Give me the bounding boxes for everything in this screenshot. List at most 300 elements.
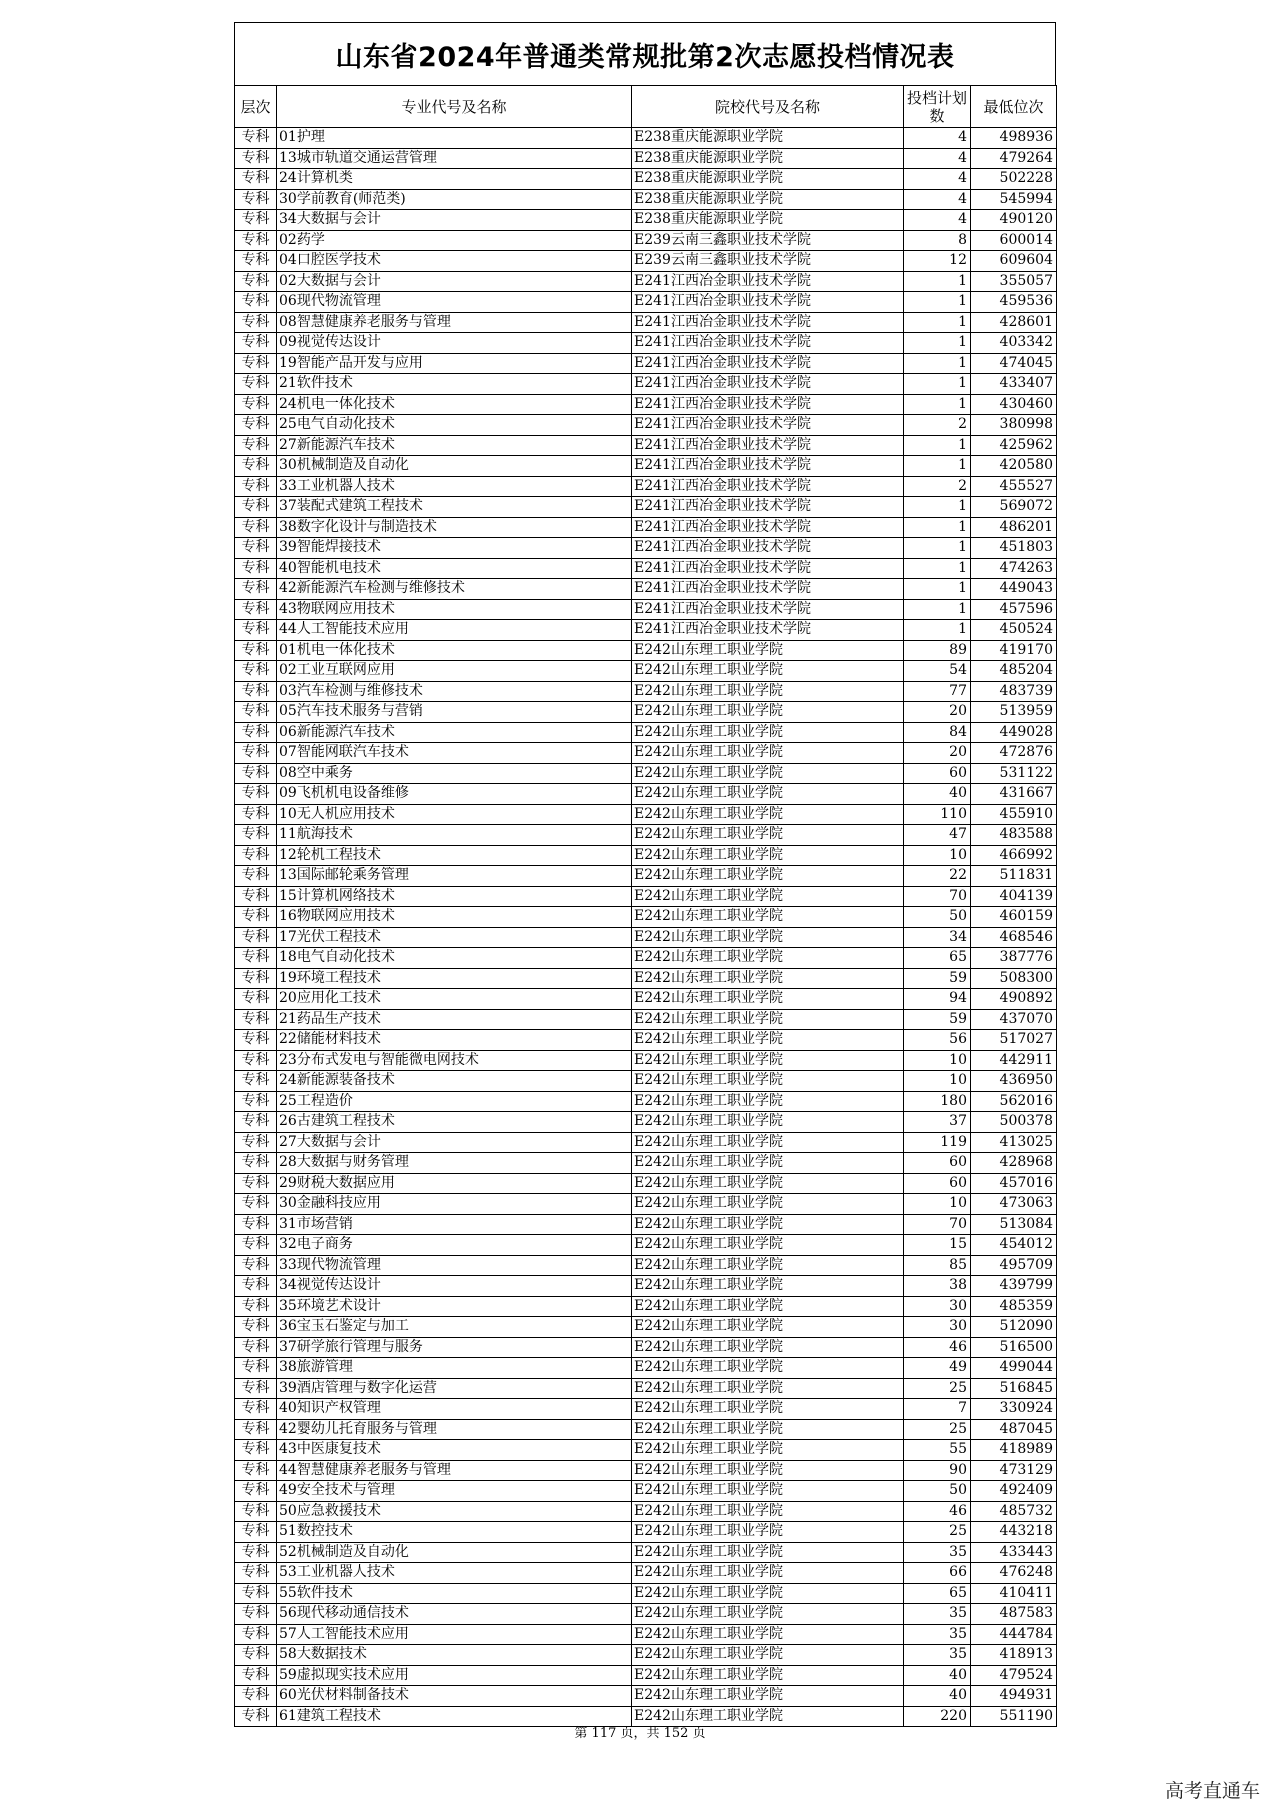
cell-level: 专科 [235, 989, 277, 1010]
table-row [235, 1440, 1057, 1461]
cell-plan: 35 [904, 1604, 971, 1625]
cell-plan: 4 [904, 189, 971, 210]
cell-major: 29财税大数据应用 [277, 1173, 632, 1194]
cell-rank: 387776 [971, 948, 1057, 969]
cell-school: E242山东理工职业学院 [632, 1378, 904, 1399]
cell-school: E242山东理工职业学院 [632, 1153, 904, 1174]
cell-school: E242山东理工职业学院 [632, 1563, 904, 1584]
cell-school: E242山东理工职业学院 [632, 1686, 904, 1707]
header-school: 院校代号及名称 [632, 86, 904, 128]
cell-major: 21药品生产技术 [277, 1009, 632, 1030]
cell-major: 43中医康复技术 [277, 1440, 632, 1461]
cell-major: 55软件技术 [277, 1583, 632, 1604]
cell-level: 专科 [235, 1604, 277, 1625]
table-row [235, 599, 1057, 620]
cell-school: E242山东理工职业学院 [632, 1645, 904, 1666]
table-row [235, 353, 1057, 374]
cell-plan: 60 [904, 1173, 971, 1194]
header-rank: 最低位次 [971, 86, 1057, 128]
cell-rank: 513084 [971, 1214, 1057, 1235]
cell-school: E242山东理工职业学院 [632, 1194, 904, 1215]
cell-major: 08智慧健康养老服务与管理 [277, 312, 632, 333]
table-row [235, 1337, 1057, 1358]
cell-rank: 513959 [971, 702, 1057, 723]
table-row [235, 1358, 1057, 1379]
header-major: 专业代号及名称 [277, 86, 632, 128]
cell-rank: 569072 [971, 497, 1057, 518]
cell-school: E241江西冶金职业技术学院 [632, 312, 904, 333]
table-row [235, 702, 1057, 723]
cell-major: 13城市轨道交通运营管理 [277, 148, 632, 169]
cell-plan: 15 [904, 1235, 971, 1256]
cell-major: 07智能网联汽车技术 [277, 743, 632, 764]
table-row [235, 415, 1057, 436]
cell-rank: 483739 [971, 681, 1057, 702]
table-row [235, 1255, 1057, 1276]
cell-level: 专科 [235, 743, 277, 764]
page-number: 第 117 页，共 152 页 [574, 1726, 706, 1741]
cell-school: E239云南三鑫职业技术学院 [632, 230, 904, 251]
table-row [235, 1399, 1057, 1420]
cell-school: E242山东理工职业学院 [632, 1542, 904, 1563]
table-row [235, 435, 1057, 456]
table-row [235, 1009, 1057, 1030]
cell-school: E242山东理工职业学院 [632, 1440, 904, 1461]
cell-school: E241江西冶金职业技术学院 [632, 271, 904, 292]
cell-major: 40智能机电技术 [277, 558, 632, 579]
cell-rank: 500378 [971, 1112, 1057, 1133]
cell-school: E242山东理工职业学院 [632, 1501, 904, 1522]
cell-level: 专科 [235, 251, 277, 272]
cell-level: 专科 [235, 1583, 277, 1604]
cell-major: 30机械制造及自动化 [277, 456, 632, 477]
cell-plan: 1 [904, 538, 971, 559]
cell-level: 专科 [235, 1112, 277, 1133]
table-row [235, 784, 1057, 805]
cell-major: 51数控技术 [277, 1522, 632, 1543]
cell-plan: 94 [904, 989, 971, 1010]
cell-school: E241江西冶金职业技术学院 [632, 476, 904, 497]
cell-level: 专科 [235, 1255, 277, 1276]
table-row [235, 394, 1057, 415]
cell-school: E242山东理工职业学院 [632, 1419, 904, 1440]
cell-major: 31市场营销 [277, 1214, 632, 1235]
table-row [235, 1604, 1057, 1625]
cell-level: 专科 [235, 1194, 277, 1215]
cell-plan: 47 [904, 825, 971, 846]
cell-rank: 485359 [971, 1296, 1057, 1317]
cell-school: E242山东理工职业学院 [632, 989, 904, 1010]
cell-rank: 419170 [971, 640, 1057, 661]
table-row [235, 251, 1057, 272]
cell-level: 专科 [235, 353, 277, 374]
cell-plan: 46 [904, 1501, 971, 1522]
cell-level: 专科 [235, 148, 277, 169]
cell-level: 专科 [235, 476, 277, 497]
table-row [235, 1378, 1057, 1399]
cell-school: E242山东理工职业学院 [632, 1255, 904, 1276]
table-row [235, 1112, 1057, 1133]
cell-rank: 428601 [971, 312, 1057, 333]
cell-plan: 4 [904, 128, 971, 149]
cell-major: 02大数据与会计 [277, 271, 632, 292]
cell-plan: 65 [904, 948, 971, 969]
cell-school: E242山东理工职业学院 [632, 702, 904, 723]
cell-plan: 10 [904, 1194, 971, 1215]
table-row [235, 128, 1057, 149]
cell-major: 05汽车技术服务与营销 [277, 702, 632, 723]
table-row [235, 1235, 1057, 1256]
cell-plan: 40 [904, 784, 971, 805]
cell-level: 专科 [235, 1153, 277, 1174]
table-row [235, 743, 1057, 764]
cell-level: 专科 [235, 230, 277, 251]
cell-major: 32电子商务 [277, 1235, 632, 1256]
cell-school: E242山东理工职业学院 [632, 927, 904, 948]
cell-rank: 473129 [971, 1460, 1057, 1481]
cell-school: E242山东理工职业学院 [632, 968, 904, 989]
cell-rank: 431667 [971, 784, 1057, 805]
cell-level: 专科 [235, 456, 277, 477]
cell-plan: 40 [904, 1686, 971, 1707]
cell-level: 专科 [235, 435, 277, 456]
cell-major: 02药学 [277, 230, 632, 251]
cell-rank: 403342 [971, 333, 1057, 354]
cell-school: E241江西冶金职业技术学院 [632, 579, 904, 600]
cell-rank: 459536 [971, 292, 1057, 313]
cell-major: 13国际邮轮乘务管理 [277, 866, 632, 887]
cell-level: 专科 [235, 1624, 277, 1645]
cell-school: E241江西冶金职业技术学院 [632, 517, 904, 538]
header-plan: 投档计划数 [904, 86, 971, 128]
cell-plan: 220 [904, 1706, 971, 1727]
cell-school: E242山东理工职业学院 [632, 825, 904, 846]
cell-plan: 10 [904, 1071, 971, 1092]
table-row [235, 1522, 1057, 1543]
table-row [235, 1050, 1057, 1071]
table-row [235, 230, 1057, 251]
cell-rank: 531122 [971, 763, 1057, 784]
cell-rank: 450524 [971, 620, 1057, 641]
table-row [235, 476, 1057, 497]
cell-major: 50应急救援技术 [277, 1501, 632, 1522]
table-row [235, 948, 1057, 969]
cell-rank: 486201 [971, 517, 1057, 538]
table-row [235, 333, 1057, 354]
cell-major: 18电气自动化技术 [277, 948, 632, 969]
cell-major: 42婴幼儿托育服务与管理 [277, 1419, 632, 1440]
table-row [235, 579, 1057, 600]
cell-level: 专科 [235, 374, 277, 395]
cell-major: 16物联网应用技术 [277, 907, 632, 928]
cell-level: 专科 [235, 681, 277, 702]
cell-school: E242山东理工职业学院 [632, 1071, 904, 1092]
cell-major: 33现代物流管理 [277, 1255, 632, 1276]
cell-major: 34视觉传达设计 [277, 1276, 632, 1297]
cell-major: 12轮机工程技术 [277, 845, 632, 866]
cell-major: 49安全技术与管理 [277, 1481, 632, 1502]
cell-level: 专科 [235, 189, 277, 210]
cell-level: 专科 [235, 1522, 277, 1543]
cell-rank: 562016 [971, 1091, 1057, 1112]
cell-major: 60光伏材料制备技术 [277, 1686, 632, 1707]
cell-plan: 55 [904, 1440, 971, 1461]
cell-school: E242山东理工职业学院 [632, 1460, 904, 1481]
cell-major: 17光伏工程技术 [277, 927, 632, 948]
cell-level: 专科 [235, 169, 277, 190]
cell-major: 36宝玉石鉴定与加工 [277, 1317, 632, 1338]
cell-level: 专科 [235, 784, 277, 805]
cell-level: 专科 [235, 804, 277, 825]
cell-level: 专科 [235, 1645, 277, 1666]
cell-level: 专科 [235, 1214, 277, 1235]
cell-major: 52机械制造及自动化 [277, 1542, 632, 1563]
cell-major: 38数字化设计与制造技术 [277, 517, 632, 538]
cell-level: 专科 [235, 1665, 277, 1686]
cell-rank: 479524 [971, 1665, 1057, 1686]
cell-major: 59虚拟现实技术应用 [277, 1665, 632, 1686]
cell-plan: 1 [904, 497, 971, 518]
cell-major: 09视觉传达设计 [277, 333, 632, 354]
table-row [235, 169, 1057, 190]
cell-level: 专科 [235, 1317, 277, 1338]
cell-major: 43物联网应用技术 [277, 599, 632, 620]
cell-rank: 418913 [971, 1645, 1057, 1666]
cell-plan: 4 [904, 210, 971, 231]
cell-rank: 490120 [971, 210, 1057, 231]
cell-level: 专科 [235, 292, 277, 313]
cell-school: E239云南三鑫职业技术学院 [632, 251, 904, 272]
cell-level: 专科 [235, 1501, 277, 1522]
cell-level: 专科 [235, 1440, 277, 1461]
cell-major: 03汽车检测与维修技术 [277, 681, 632, 702]
cell-major: 19环境工程技术 [277, 968, 632, 989]
cell-level: 专科 [235, 497, 277, 518]
cell-level: 专科 [235, 271, 277, 292]
cell-level: 专科 [235, 907, 277, 928]
cell-rank: 485732 [971, 1501, 1057, 1522]
cell-major: 44人工智能技术应用 [277, 620, 632, 641]
cell-school: E241江西冶金职业技术学院 [632, 558, 904, 579]
cell-major: 24新能源装备技术 [277, 1071, 632, 1092]
cell-school: E242山东理工职业学院 [632, 1706, 904, 1727]
cell-major: 38旅游管理 [277, 1358, 632, 1379]
cell-major: 30学前教育(师范类) [277, 189, 632, 210]
cell-level: 专科 [235, 866, 277, 887]
cell-rank: 508300 [971, 968, 1057, 989]
cell-level: 专科 [235, 1542, 277, 1563]
cell-plan: 119 [904, 1132, 971, 1153]
table-row [235, 1686, 1057, 1707]
cell-school: E241江西冶金职业技术学院 [632, 497, 904, 518]
cell-level: 专科 [235, 661, 277, 682]
table-row [235, 1460, 1057, 1481]
table-row [235, 538, 1057, 559]
cell-rank: 511831 [971, 866, 1057, 887]
table-row [235, 1481, 1057, 1502]
cell-school: E242山东理工职业学院 [632, 1235, 904, 1256]
cell-plan: 1 [904, 292, 971, 313]
cell-rank: 449043 [971, 579, 1057, 600]
cell-level: 专科 [235, 1132, 277, 1153]
cell-plan: 10 [904, 1050, 971, 1071]
cell-level: 专科 [235, 1009, 277, 1030]
cell-level: 专科 [235, 538, 277, 559]
cell-rank: 472876 [971, 743, 1057, 764]
cell-rank: 413025 [971, 1132, 1057, 1153]
cell-plan: 1 [904, 333, 971, 354]
cell-rank: 436950 [971, 1071, 1057, 1092]
cell-plan: 54 [904, 661, 971, 682]
cell-major: 44智慧健康养老服务与管理 [277, 1460, 632, 1481]
cell-major: 33工业机器人技术 [277, 476, 632, 497]
table-row [235, 1542, 1057, 1563]
cell-plan: 1 [904, 599, 971, 620]
cell-school: E241江西冶金职业技术学院 [632, 333, 904, 354]
cell-plan: 25 [904, 1378, 971, 1399]
cell-rank: 380998 [971, 415, 1057, 436]
table-row [235, 1132, 1057, 1153]
cell-level: 专科 [235, 333, 277, 354]
table-row [235, 620, 1057, 641]
cell-level: 专科 [235, 1296, 277, 1317]
cell-school: E242山东理工职业学院 [632, 907, 904, 928]
cell-plan: 1 [904, 558, 971, 579]
table-row [235, 1030, 1057, 1051]
cell-major: 27大数据与会计 [277, 1132, 632, 1153]
cell-school: E242山东理工职业学院 [632, 722, 904, 743]
cell-level: 专科 [235, 1071, 277, 1092]
table-row [235, 1645, 1057, 1666]
cell-major: 35环境艺术设计 [277, 1296, 632, 1317]
table-row [235, 681, 1057, 702]
cell-plan: 35 [904, 1624, 971, 1645]
cell-rank: 502228 [971, 169, 1057, 190]
cell-school: E242山东理工职业学院 [632, 948, 904, 969]
table-row [235, 148, 1057, 169]
cell-rank: 487583 [971, 1604, 1057, 1625]
cell-level: 专科 [235, 394, 277, 415]
cell-rank: 449028 [971, 722, 1057, 743]
table-row [235, 1419, 1057, 1440]
cell-school: E242山东理工职业学院 [632, 804, 904, 825]
cell-school: E238重庆能源职业学院 [632, 189, 904, 210]
cell-rank: 454012 [971, 1235, 1057, 1256]
cell-major: 11航海技术 [277, 825, 632, 846]
table-row [235, 497, 1057, 518]
cell-plan: 4 [904, 169, 971, 190]
cell-school: E242山东理工职业学院 [632, 1337, 904, 1358]
cell-major: 39酒店管理与数字化运营 [277, 1378, 632, 1399]
cell-school: E242山东理工职业学院 [632, 1173, 904, 1194]
cell-rank: 499044 [971, 1358, 1057, 1379]
cell-school: E242山东理工职业学院 [632, 1132, 904, 1153]
cell-level: 专科 [235, 1563, 277, 1584]
cell-rank: 492409 [971, 1481, 1057, 1502]
cell-plan: 20 [904, 702, 971, 723]
cell-plan: 60 [904, 1153, 971, 1174]
cell-level: 专科 [235, 968, 277, 989]
cell-school: E241江西冶金职业技术学院 [632, 435, 904, 456]
cell-rank: 516500 [971, 1337, 1057, 1358]
table-row [235, 517, 1057, 538]
cell-rank: 479264 [971, 148, 1057, 169]
cell-school: E242山东理工职业学院 [632, 784, 904, 805]
cell-major: 20应用化工技术 [277, 989, 632, 1010]
cell-school: E242山东理工职业学院 [632, 1276, 904, 1297]
cell-plan: 34 [904, 927, 971, 948]
cell-plan: 7 [904, 1399, 971, 1420]
cell-major: 27新能源汽车技术 [277, 435, 632, 456]
cell-rank: 430460 [971, 394, 1057, 415]
table-row [235, 1665, 1057, 1686]
cell-major: 19智能产品开发与应用 [277, 353, 632, 374]
cell-plan: 85 [904, 1255, 971, 1276]
cell-level: 专科 [235, 886, 277, 907]
cell-level: 专科 [235, 1030, 277, 1051]
table-row [235, 1194, 1057, 1215]
cell-major: 61建筑工程技术 [277, 1706, 632, 1727]
cell-school: E241江西冶金职业技术学院 [632, 394, 904, 415]
cell-school: E241江西冶金职业技术学院 [632, 538, 904, 559]
table-row [235, 989, 1057, 1010]
cell-level: 专科 [235, 825, 277, 846]
cell-plan: 8 [904, 230, 971, 251]
cell-school: E242山东理工职业学院 [632, 640, 904, 661]
cell-major: 28大数据与财务管理 [277, 1153, 632, 1174]
admission-sheet [234, 22, 1056, 1727]
cell-rank: 433407 [971, 374, 1057, 395]
cell-plan: 1 [904, 353, 971, 374]
cell-rank: 551190 [971, 1706, 1057, 1727]
cell-rank: 455910 [971, 804, 1057, 825]
cell-plan: 49 [904, 1358, 971, 1379]
cell-major: 40知识产权管理 [277, 1399, 632, 1420]
cell-plan: 2 [904, 415, 971, 436]
cell-rank: 451803 [971, 538, 1057, 559]
table-row [235, 1317, 1057, 1338]
cell-level: 专科 [235, 517, 277, 538]
cell-plan: 1 [904, 517, 971, 538]
table-row [235, 866, 1057, 887]
cell-level: 专科 [235, 927, 277, 948]
table-row [235, 1563, 1057, 1584]
table-row [235, 886, 1057, 907]
cell-plan: 1 [904, 579, 971, 600]
cell-school: E242山东理工职业学院 [632, 1030, 904, 1051]
table-row [235, 292, 1057, 313]
cell-level: 专科 [235, 845, 277, 866]
table-row [235, 271, 1057, 292]
cell-major: 04口腔医学技术 [277, 251, 632, 272]
cell-rank: 494931 [971, 1686, 1057, 1707]
cell-rank: 485204 [971, 661, 1057, 682]
cell-rank: 487045 [971, 1419, 1057, 1440]
cell-plan: 50 [904, 1481, 971, 1502]
table-row [235, 1583, 1057, 1604]
cell-level: 专科 [235, 558, 277, 579]
cell-rank: 517027 [971, 1030, 1057, 1051]
cell-rank: 425962 [971, 435, 1057, 456]
cell-rank: 466992 [971, 845, 1057, 866]
cell-school: E242山东理工职业学院 [632, 1604, 904, 1625]
cell-school: E241江西冶金职业技术学院 [632, 620, 904, 641]
cell-level: 专科 [235, 1399, 277, 1420]
cell-rank: 498936 [971, 128, 1057, 149]
cell-school: E242山东理工职业学院 [632, 1009, 904, 1030]
cell-rank: 433443 [971, 1542, 1057, 1563]
cell-major: 23分布式发电与智能微电网技术 [277, 1050, 632, 1071]
